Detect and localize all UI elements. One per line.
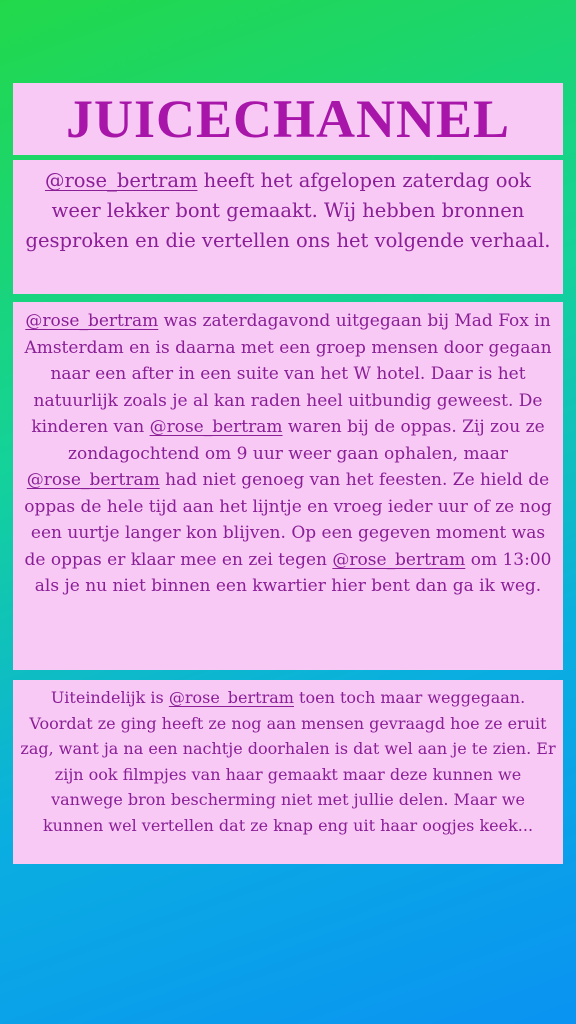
intro-paragraph xyxy=(21,166,555,256)
ending-paragraph xyxy=(19,685,557,838)
intro-text-box xyxy=(13,160,563,294)
mention-link[interactable]: @rose_bertram xyxy=(25,311,159,331)
story-text-3: had niet genoeg van het feesten. Ze hield de oppas de hele tijd aan het lijntje en vroeg ieder uur of ze nog een uurtje langer kon blijven. Op een gegeven moment was de oppas er klaar mee en zei tegen xyxy=(24,470,552,570)
mention-link[interactable]: @rose_bertram xyxy=(168,688,294,707)
story-text-4: om 13:00 als je nu niet binnen een kwartier hier bent dan ga ik weg. xyxy=(34,549,552,596)
story-text-2: waren bij de oppas. Zij zou ze zondagochtend om 9 uur weer gaan ophalen, maar xyxy=(68,417,545,464)
story-text-box xyxy=(13,302,563,670)
channel-title: JUICECHANNEL xyxy=(65,89,511,149)
ending-text-1: Uiteindelijk is xyxy=(50,688,169,707)
mention-link[interactable]: @rose_bertram xyxy=(44,169,198,192)
mention-link[interactable]: @rose_bertram xyxy=(149,417,283,437)
intro-text: heeft het afgelopen zaterdag ook weer lekker bont gemaakt. Wij hebben bronnen gesproken en die vertellen ons het volgende verhaal. xyxy=(25,169,551,252)
mention-link[interactable]: @rose_bertram xyxy=(332,549,466,570)
ending-text-2: toen toch maar weggegaan. Voordat ze ging heeft ze nog aan mensen gevraagd hoe ze eruit zag, want ja na een nachtje doorhalen is dat wel aan je te zien. Er zijn ook filmpjes van haar gemaakt maar deze kunnen we vanwege bron bescherming niet met jullie delen. Maar we kunnen wel vertellen dat ze knap eng uit haar oogjes keek... xyxy=(20,688,556,835)
story-paragraph xyxy=(19,308,557,600)
title-banner xyxy=(13,83,563,155)
mention-link[interactable]: @rose_bertram xyxy=(26,470,160,490)
ending-text-box xyxy=(13,680,563,864)
story-text-1: was zaterdagavond uitgegaan bij Mad Fox in Amsterdam en is daarna met een groep mensen door gegaan naar een after in een suite van het W hotel. Daar is het natuurlijk zoals je al kan raden heel uitbundig geweest. De kinderen van xyxy=(24,311,552,437)
